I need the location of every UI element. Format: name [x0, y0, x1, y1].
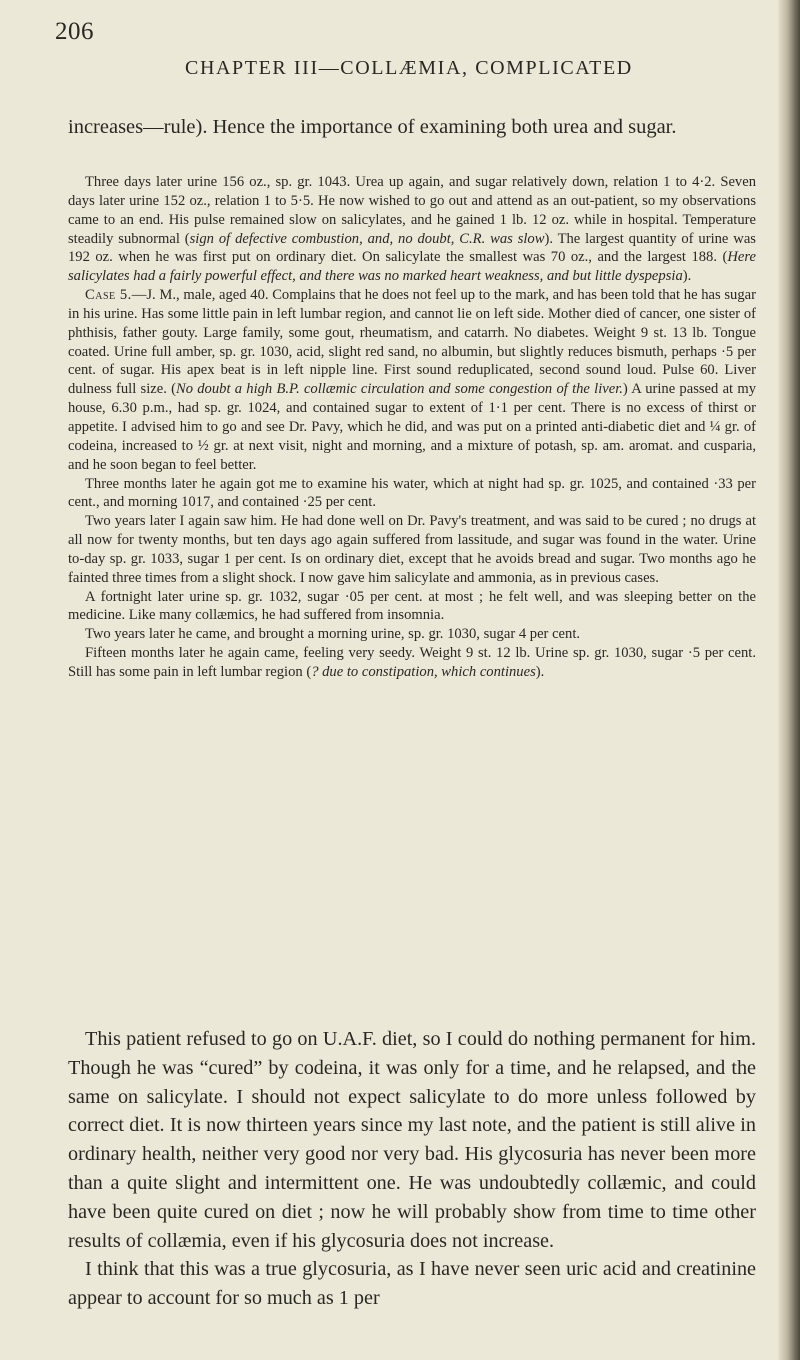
case-paragraph-6: Two years later he came, and brought a morning urine, sp. gr. 1030, sugar 4 per cent.: [85, 626, 581, 643]
case-5-paragraph: [68, 286, 756, 474]
case-paragraph-7: [68, 644, 756, 682]
lead-paragraph: increases—rule). Hence the importance of examining both urea and sugar.: [68, 116, 677, 138]
p1-italic: sign of defective combustion, and, no doubt, C.R. was slow: [189, 230, 545, 247]
p1-italic-2: Here salicylates had a fairly powerful effect, and there was no marked heart weakness, and but little dyspepsia: [68, 249, 756, 285]
commentary: [68, 1025, 756, 1313]
running-head: CHAPTER III—COLLÆMIA, COMPLICATED: [185, 57, 633, 79]
case-5-text-a: —J. M., male, aged 40. Complains that he does not feel up to the mark, and has been told that he has sugar in his urine. Has some little pain in left lumbar region, and cannot lie on left side. Mother died of cancer, one sister of phthisis, father gouty. Large family, some gout, rheumatism, and catarrh. No diabetes. Weight 9 st. 13 lb. Tongue coated. Urine full amber, sp. gr. 1030, acid, slight red sand, no albumin, but slightly reduces bismuth, perhaps ·5 per cent. of sugar. His apex beat is in left nipple line. First sound reduplicated, second sound loud. Pulse 60. Liver dulness full size. (: [68, 287, 756, 398]
page-edge-shadow: [778, 0, 800, 1360]
commentary-paragraph-1: This patient refused to go on U.A.F. diet, so I could do nothing permanent for him. Though he was “cured” by codeina, it was only for a time, and he relapsed, and the same on salicylate. I should not expect salicylate to do more unless followed by correct diet. It is now thirteen years since my last note, and the patient is still alive in ordinary health, neither very good nor very bad. His glycosuria has never been more than a quite slight and intermittent one. He was undoubtedly collæmic, and could have been quite cured on diet ; now he will probably show from time to time other results of collæmia, even if his glycosuria does not increase.: [68, 1028, 756, 1252]
case-paragraph-1: [68, 173, 756, 286]
p7-italic: ? due to constipation, which continues: [311, 663, 536, 680]
p7-end: ).: [535, 663, 545, 680]
p1-mid: ). The largest quantity of urine was 192 oz. when he was first put on ordinary diet. On salicylate the smallest was 70 oz., and the largest 188. (: [68, 230, 756, 266]
case-paragraph-4: Two years later I again saw him. He had done well on Dr. Pavy's treatment, and was said to be cured ; no drugs at all now for twenty months, but ten days ago again suffered from lassitude, and sugar was found in the water. Urine to-day sp. gr. 1033, sugar 1 per cent. Is on ordinary diet, except that he avoids bread and sugar. Two months ago he fainted three times from a slight shock. I now gave him salicylate and ammonia, as in previous cases.: [68, 513, 756, 586]
case-5-italic: No doubt a high B.P. collæmic circulation and some congestion of the liver.: [175, 381, 623, 398]
commentary-paragraph-2: I think that this was a true glycosuria, as I have never seen uric acid and creatinine appear to account for so much as 1 per: [68, 1258, 756, 1310]
page-header: [55, 18, 755, 88]
page-number: 206: [55, 18, 94, 45]
p1-end: ).: [682, 268, 692, 285]
p7-text: Fifteen months later he again came, feeling very seedy. Weight 9 st. 12 lb. Urine sp. gr. 1030, sugar ·5 per cent. Still has some pain in left lumbar region (: [68, 645, 756, 680]
case-paragraph-5: A fortnight later urine sp. gr. 1032, sugar ·05 per cent. at most ; he felt well, and was sleeping better on the medicine. Like many collæmics, he had suffered from insomnia.: [68, 588, 756, 624]
p1-text: Three days later urine 156 oz., sp. gr. 1043. Urea up again, and sugar relatively down, relation 1 to 4·2. Seven days later urine 152 oz., relation 1 to 5·5. He now wished to go out and attend as an out-patient, so my observations came to an end. His pulse remained slow on salicylates, and he gained 1 lb. 12 oz. while in hospital. Temperature steadily subnormal (: [68, 174, 756, 247]
case-notes: [68, 173, 756, 682]
case-paragraph-3: Three months later he again got me to examine his water, which at night had sp. gr. 1025, and contained ·33 per cent., and morning 1017, and contained ·25 per cent.: [68, 475, 756, 511]
case-label: Case 5.: [85, 287, 132, 304]
case-5-text-b: ) A urine passed at my house, 6.30 p.m., had sp. gr. 1024, and contained sugar to extent of 1·1 per cent. There is no excess of thirst or appetite. I advised him to go and see Dr. Pavy, which he did, and was put on a printed anti-diabetic diet and ¼ gr. of codeina, increased to ½ gr. at next visit, night and morning, and a mixture of potash, sp. am. aromat. and cusparia, and he soon began to feel better.: [68, 381, 756, 473]
